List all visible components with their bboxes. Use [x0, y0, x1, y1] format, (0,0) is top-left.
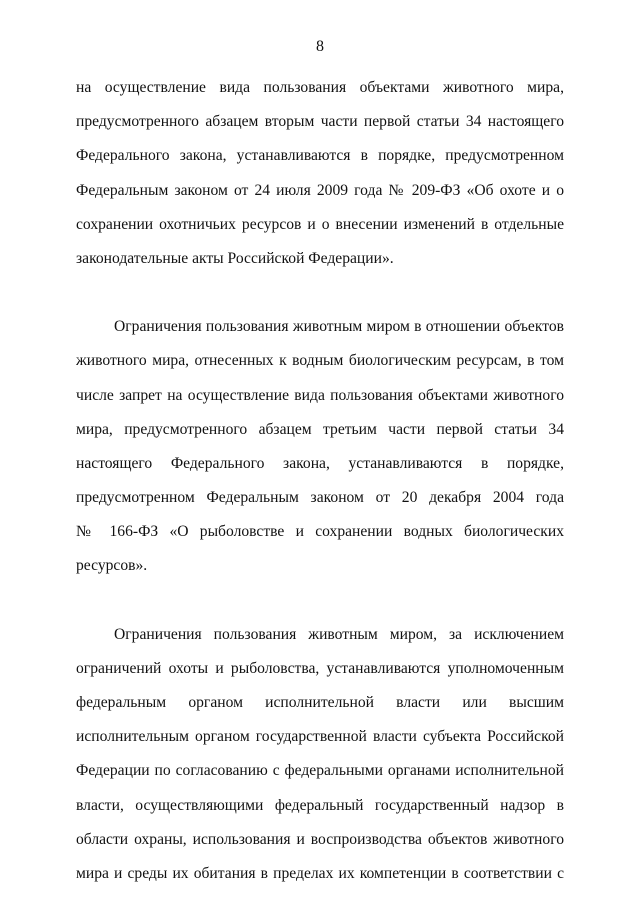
text-line: законодательные акты Российской Федерации». [76, 249, 394, 267]
text-line: ограничений охоты и рыболовства, устанавливаются уполномоченным [76, 659, 564, 677]
text-line: настоящего Федерального закона, устанавливаются в порядке, [76, 454, 564, 472]
paragraph-gap [76, 584, 564, 618]
document-body [76, 71, 564, 891]
text-line: числе запрет на осуществление вида пользования объектами животного [76, 386, 564, 404]
text-line: предусмотренном Федеральным законом от 20 декабря 2004 года [76, 489, 564, 507]
text-line: области охраны, использования и воспроизводства объектов животного [76, 830, 564, 848]
text-line: федеральным органом исполнительной власти или высшим [76, 694, 564, 711]
text-line: ресурсов». [76, 557, 148, 575]
paragraph-3 [76, 618, 564, 892]
text-line: № 166-ФЗ «О рыболовстве и сохранении водных биологических [76, 523, 564, 541]
text-line: на осуществление вида пользования объектами животного мира, [76, 79, 564, 96]
text-line: власти, осуществляющими федеральный государственный надзор в [76, 796, 564, 814]
paragraph-2 [76, 310, 564, 584]
text-line: животного мира, отнесенных к водным биологическим ресурсам, в том [76, 352, 564, 370]
text-line: предусмотренного абзацем вторым части первой статьи 34 настоящего [76, 113, 564, 131]
text-line: исполнительным органом государственной власти субъекта Российской [76, 728, 564, 746]
paragraph-1 [76, 71, 564, 276]
text-line: Федерации по согласованию с федеральными органами исполнительной [76, 762, 564, 780]
text-line: Ограничения пользования животным миром в отношении объектов [114, 318, 564, 336]
text-line: сохранении охотничьих ресурсов и о внесении изменений в отдельные [76, 215, 564, 233]
text-line: мира, предусмотренного абзацем третьим части первой статьи 34 [76, 420, 564, 438]
text-line: Федерального закона, устанавливаются в порядке, предусмотренном [76, 147, 564, 165]
text-line: Ограничения пользования животным миром, за исключением [114, 625, 564, 643]
paragraph-gap [76, 276, 564, 310]
page-number: 8 [316, 38, 324, 55]
text-line: Федеральным законом от 24 июля 2009 года № 209-ФЗ «Об охоте и о [76, 181, 564, 199]
text-line: мира и среды их обитания в пределах их компетенции в соответствии с [76, 864, 564, 882]
